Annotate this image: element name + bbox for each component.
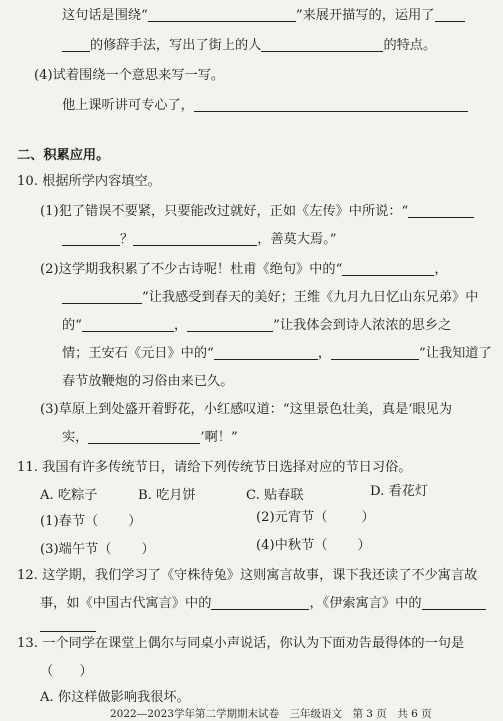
answer-blank[interactable] [40, 617, 96, 632]
answer-blank[interactable] [422, 595, 486, 610]
q10-p3-a: (3)草原上到处盛开着野花，小红感叹道：“这里景色壮美，真是‘眼见为 [40, 402, 453, 417]
q11-option-b: B. 吃月饼 [138, 488, 196, 503]
page-footer: 2022—2023学年第二学期期末试卷 三年级语文 第 3 页 共 6 页 [110, 708, 432, 720]
q10-p2-c: 的“ ， ”让我体会到诗人浓浓的思乡之 [62, 318, 452, 333]
answer-blank[interactable] [62, 231, 120, 246]
answer-blank[interactable] [214, 345, 318, 360]
q10-title: 10. 根据所学内容填空。 [17, 174, 161, 189]
q10-p1-a: (1)犯了错误不要紧，只要能改过就好，正如《左传》中所说：“ [40, 202, 474, 222]
q11-item-3: (3)端午节（ ） [40, 542, 155, 557]
q10-p2-b: ”让我感受到春天的美好；王维《九月九日忆山东兄弟》中 [62, 288, 478, 308]
q11-title: 11. 我国有许多传统节日，请给下列传统节日选择对应的节日习俗。 [17, 460, 412, 475]
answer-blank[interactable] [133, 231, 257, 246]
answer-blank[interactable] [187, 317, 273, 332]
answer-blank[interactable] [194, 97, 468, 112]
q13-answer-paren[interactable]: （ ） [40, 664, 93, 679]
answer-blank[interactable] [331, 345, 419, 360]
q12-line3 [40, 616, 96, 636]
q-prev-line1: 这句话是围绕“ ”来展开描写的，运用了 [62, 6, 465, 26]
answer-blank[interactable] [408, 203, 474, 218]
q13-line1: 13. 一个同学在课堂上偶尔与同桌小声说话，你认为下面劝告最得体的一句是 [17, 636, 465, 651]
q-prev-sub4: (4)试着围绕一个意思来写一写。 [34, 68, 225, 83]
q10-p2-d: 情；王安石《元日》中的“ ， ”让我知道了 [62, 346, 492, 361]
answer-blank[interactable] [62, 37, 90, 52]
q10-p2-a: (2)这学期我积累了不少古诗呢！杜甫《绝句》中的“ ， [40, 262, 448, 277]
q12-line1: 12. 这学期，我们学习了《守株待兔》这则寓言故事，课下我还读了不少寓言故 [17, 568, 478, 583]
answer-blank[interactable] [211, 595, 309, 610]
q10-p1-b: ？ ，善莫大焉。” [62, 230, 336, 250]
q11-option-d: D. 看花灯 [370, 484, 429, 499]
q10-p3-b: 实， ’啊！” [62, 430, 238, 445]
section-title: 二、积累应用。 [17, 148, 110, 163]
answer-blank[interactable] [261, 37, 383, 52]
q11-item-2: (2)元宵节（ ） [256, 510, 375, 525]
answer-blank[interactable] [82, 317, 174, 332]
answer-blank[interactable] [88, 429, 200, 444]
q10-p2-e: 春节放鞭炮的习俗由来已久。 [62, 374, 234, 389]
q13-option-a: A. 你这样做影响我很坏。 [40, 690, 190, 705]
q11-option-c: C. 贴春联 [246, 488, 304, 503]
q12-line2: 事，如《中国古代寓言》中的 ，《伊索寓言》中的 [40, 594, 486, 614]
q-prev-sub4-answer: 他上课听讲可专心了， [62, 96, 468, 116]
q11-option-a: A. 吃粽子 [40, 488, 98, 503]
q11-item-4: (4)中秋节（ ） [256, 538, 371, 553]
answer-blank[interactable] [435, 7, 465, 22]
answer-blank[interactable] [62, 289, 142, 304]
answer-blank[interactable] [148, 7, 296, 22]
q-prev-line2: 的修辞手法，写出了街上的人 的特点。 [62, 36, 436, 56]
answer-blank[interactable] [342, 261, 434, 276]
q11-item-1: (1)春节（ ） [40, 514, 142, 529]
